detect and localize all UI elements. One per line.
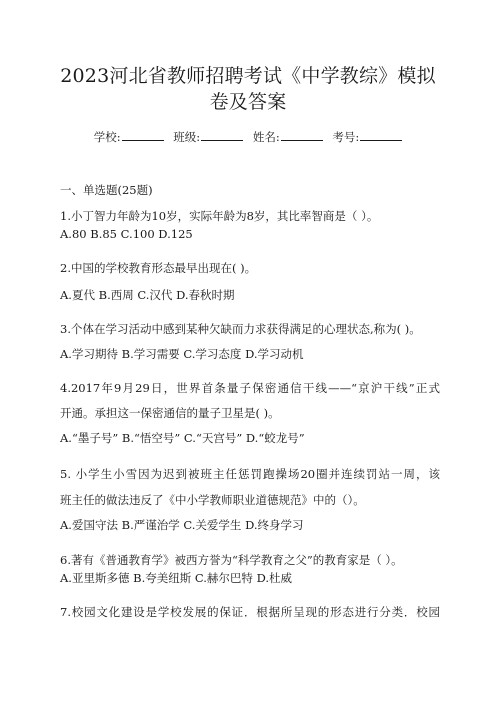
question-4-options: A.“墨子号” B.“悟空号” C.“天宫号” D.“蛟龙号” xyxy=(60,431,305,445)
name-field xyxy=(253,130,323,144)
school-blank xyxy=(122,129,164,141)
question-6-options: A.亚里斯多德 B.夸美纽斯 C.赫尔巴特 D.杜威 xyxy=(60,571,293,585)
question-3-stem: 3.个体在学习活动中感到某种欠缺而力求获得满足的心理状态,称为( )。 xyxy=(60,322,421,336)
number-field xyxy=(332,130,402,144)
name-label: 姓名: xyxy=(252,130,280,144)
question-5-stem-line-2: 班主任的做法违反了《中小学教师职业道德规范》中的（）。 xyxy=(60,493,365,507)
question-4-stem-line-1: 4.2017年9月29日，世界首条量子保密通信干线——“京沪干线”正式 xyxy=(60,381,440,395)
number-label: 考号: xyxy=(332,130,360,144)
question-7-stem-line-1: 7.校园文化建设是学校发展的保证．根据所呈现的形态进行分类．校园 xyxy=(60,605,440,619)
question-2-options: A.夏代 B.西周 C.汉代 D.春秋时期 xyxy=(60,288,235,302)
question-1-stem: 1.小丁智力年龄为10岁，实际年龄为8岁，其比率智商是（ ）。 xyxy=(60,209,379,223)
name-blank xyxy=(281,129,323,141)
question-1-options: A.80 B.85 C.100 D.125 xyxy=(60,227,193,241)
question-3-options: A.学习期待 B.学习需要 C.学习态度 D.学习动机 xyxy=(60,347,304,361)
question-5-stem-line-1: 5. 小学生小雪因为迟到被班主任惩罚跑操场20圈并连续罚站一周，该 xyxy=(60,467,440,481)
question-5-options: A.爱国守法 B.严谨治学 C.关爱学生 D.终身学习 xyxy=(60,518,304,532)
document-title-line-2: 卷及答案 xyxy=(209,91,287,113)
class-blank xyxy=(201,129,243,141)
number-blank xyxy=(360,129,402,141)
school-label: 学校: xyxy=(93,130,121,144)
class-label: 班级: xyxy=(173,130,201,144)
school-field xyxy=(94,130,164,144)
question-2-stem: 2.中国的学校教育形态最早出现在( )。 xyxy=(60,261,257,275)
question-6-stem: 6.著有《普通教育学》被西方誉为“科学教育之父”的教育家是（ ）。 xyxy=(60,553,403,567)
student-info-row xyxy=(0,129,496,145)
class-field xyxy=(173,130,243,144)
document-title-line-1: 2023河北省教师招聘考试《中学教综》模拟 xyxy=(60,65,436,87)
question-4-stem-line-2: 开通。承担这一保密通信的量子卫星是( )。 xyxy=(60,406,280,420)
section-heading: 一、单选题(25题) xyxy=(60,183,153,197)
